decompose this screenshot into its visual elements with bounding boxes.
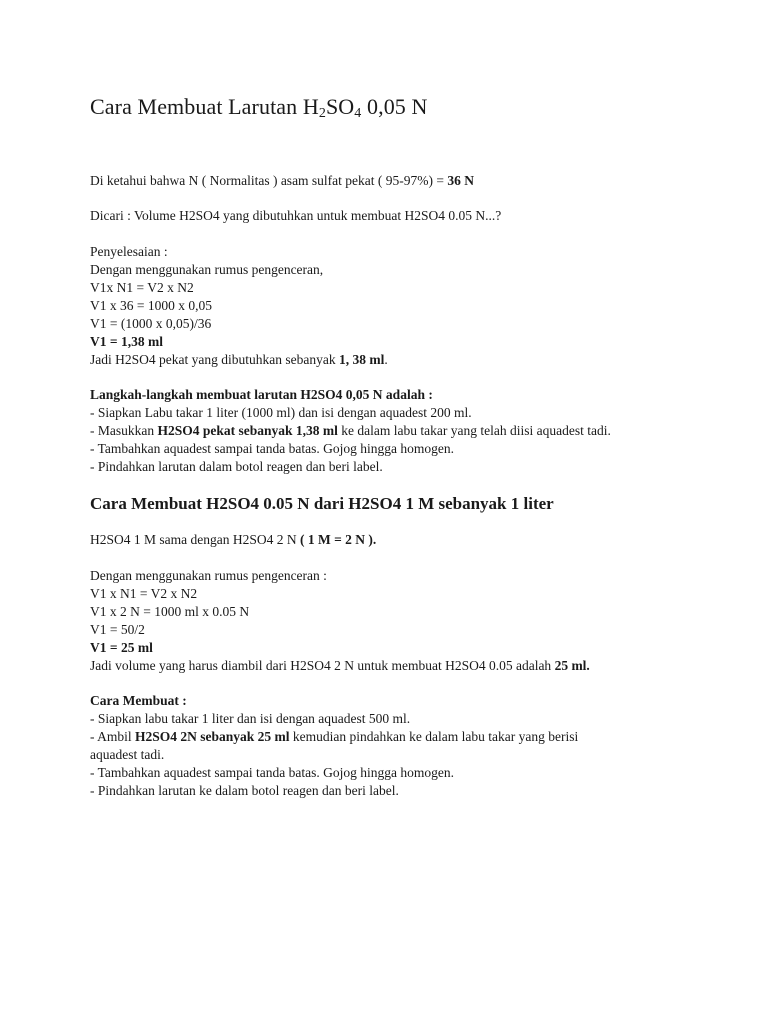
conclusion-text: . xyxy=(384,352,388,367)
step-text: - Masukkan xyxy=(90,423,158,438)
steps-heading xyxy=(90,386,433,404)
step-item xyxy=(90,422,611,440)
step-text: kemudian pindahkan ke dalam labu takar yang berisi xyxy=(289,729,579,744)
step-item: - Siapkan labu takar 1 liter dan isi dengan aquadest 500 ml. xyxy=(90,711,411,726)
title-subscript: 4 xyxy=(354,106,362,121)
conclusion-text: Jadi volume yang harus diambil dari H2SO4 2 N untuk membuat H2SO4 0.05 adalah xyxy=(90,658,555,673)
step-bold: H2SO4 2N sebanyak 25 ml xyxy=(135,729,290,744)
asked-line: Dicari : Volume H2SO4 yang dibutuhkan untuk membuat H2SO4 0.05 N...? xyxy=(90,208,502,223)
conclusion-value: 25 ml. xyxy=(554,658,590,673)
steps-heading-text: Cara Membuat : xyxy=(90,693,187,708)
calc-result xyxy=(90,639,153,657)
known-line xyxy=(90,172,474,190)
solution-result xyxy=(90,333,163,351)
equivalence-line xyxy=(90,531,376,549)
known-value: 36 N xyxy=(447,173,475,188)
steps-heading xyxy=(90,692,187,710)
equivalence-bold: ( 1 M = 2 N ). xyxy=(300,532,377,547)
title-text: 0,05 N xyxy=(361,94,428,119)
solution-heading: Penyelesaian : xyxy=(90,244,168,259)
step-bold: H2SO4 pekat sebanyak 1,38 ml xyxy=(157,423,338,438)
calc-conclusion xyxy=(90,657,590,675)
title-text: SO xyxy=(325,94,355,119)
solution-line: V1 x 36 = 1000 x 0,05 xyxy=(90,298,212,313)
calc-line: Dengan menggunakan rumus pengenceran : xyxy=(90,568,327,583)
section-heading: Cara Membuat H2SO4 0.05 N dari H2SO4 1 M sebanyak 1 liter xyxy=(90,494,554,513)
step-item xyxy=(90,728,578,746)
calc-line: V1 = 50/2 xyxy=(90,622,145,637)
step-text: ke dalam labu takar yang telah diisi aquadest tadi. xyxy=(337,423,611,438)
step-text: - Ambil xyxy=(90,729,136,744)
steps-heading-text: Langkah-langkah membuat larutan H2SO4 0,05 N adalah : xyxy=(90,387,433,402)
step-item: - Siapkan Labu takar 1 liter (1000 ml) dan isi dengan aquadest 200 ml. xyxy=(90,405,472,420)
step-item: - Pindahkan larutan dalam botol reagen dan beri label. xyxy=(90,459,383,474)
solution-line: V1x N1 = V2 x N2 xyxy=(90,280,194,295)
step-item: - Pindahkan larutan ke dalam botol reagen dan beri label. xyxy=(90,783,399,798)
result-value: V1 = 1,38 ml xyxy=(90,334,163,349)
step-item: - Tambahkan aquadest sampai tanda batas. Gojog hingga homogen. xyxy=(90,441,454,456)
solution-line: V1 = (1000 x 0,05)/36 xyxy=(90,316,212,331)
conclusion-text: Jadi H2SO4 pekat yang dibutuhkan sebanyak xyxy=(90,352,339,367)
known-text: Di ketahui bahwa N ( Normalitas ) asam sulfat pekat ( 95-97%) = xyxy=(90,173,448,188)
calc-line: V1 x 2 N = 1000 ml x 0.05 N xyxy=(90,604,250,619)
conclusion-value: 1, 38 ml xyxy=(338,352,385,367)
result-value: V1 = 25 ml xyxy=(90,640,153,655)
step-item-continuation: aquadest tadi. xyxy=(90,747,165,762)
title-subscript: 2 xyxy=(318,106,326,121)
solution-conclusion xyxy=(90,351,388,369)
step-item: - Tambahkan aquadest sampai tanda batas. Gojog hingga homogen. xyxy=(90,765,454,780)
solution-line: Dengan menggunakan rumus pengenceran, xyxy=(90,262,324,277)
calc-line: V1 x N1 = V2 x N2 xyxy=(90,586,198,601)
title-text: Cara Membuat Larutan H xyxy=(90,94,319,119)
page-title xyxy=(90,94,427,122)
equivalence-text: H2SO4 1 M sama dengan H2SO4 2 N xyxy=(90,532,300,547)
